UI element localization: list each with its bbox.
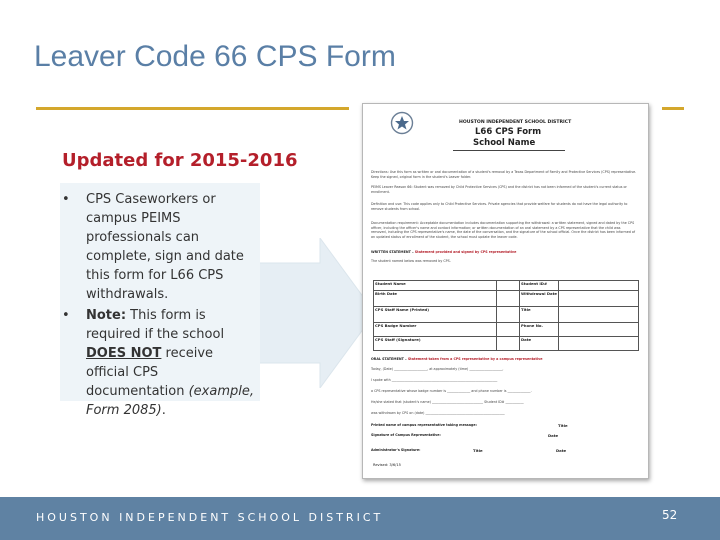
district-seal-icon — [389, 111, 415, 135]
sig-date: Date — [548, 433, 559, 438]
table-cell: Birth Date — [374, 291, 497, 307]
written-table — [373, 280, 639, 351]
form-district: HOUSTON INDEPENDENT SCHOOL DISTRICT — [459, 120, 572, 125]
sig-line: Signature of Campus Representative: — [371, 433, 441, 437]
table-row — [374, 291, 639, 307]
table-cell-blank — [559, 323, 639, 337]
arrow-right-icon — [255, 238, 375, 388]
table-cell: Student Name — [374, 281, 497, 291]
page-title: Leaver Code 66 CPS Form — [34, 40, 396, 73]
form-image — [362, 103, 649, 479]
footer-district: HOUSTON INDEPENDENT SCHOOL DISTRICT — [36, 511, 384, 524]
sig-title: Title — [558, 423, 568, 428]
table-cell-blank — [559, 281, 639, 291]
form-peims: PEIMS Leaver Reason 66: Student was removed by Child Protective Services (CPS) and the district has not been informed of the student's current status or enrollment. — [371, 185, 627, 194]
form-title: L66 CPS Form — [475, 127, 542, 137]
form-revised: Revised: 3/6/15 — [373, 463, 401, 467]
form-definition: Definition and use: This code applies only to Child Protective Services. Private agencies that provide welfare for students do not have the legal authority to remove students from school. — [371, 202, 628, 211]
note-text: This form is required if the school — [86, 308, 225, 342]
table-cell: Student ID# — [520, 281, 559, 291]
bullet-list — [62, 190, 258, 420]
table-row — [374, 337, 639, 351]
oral-line: was withdrawn by CPS on (date) ________________________________________________ — [371, 411, 505, 415]
bullet-item: • CPS Caseworkers or campus PEIMS professionals can complete, sign and date this form for L66 CPS withdrawals. — [62, 192, 244, 302]
title-divider-left — [36, 107, 349, 110]
table-cell-blank — [559, 291, 639, 307]
oral-line: a CPS representative whose badge number is ______________ and phone number is ______________. — [371, 389, 532, 393]
oral-heading: ORAL STATEMENT – Statement taken from a CPS representative by a campus representative — [371, 357, 543, 361]
bullet-item: • Note: This form is required if the school DOES NOT receive official CPS documentation (example, Form 2085). — [62, 308, 254, 418]
sig-line: Printed name of campus representative taking message: — [371, 423, 477, 427]
footer-bar — [0, 497, 720, 540]
sig-date: Date — [556, 448, 567, 453]
table-cell: CPS Staff (Signature) — [374, 337, 497, 351]
table-cell-blank — [559, 307, 639, 323]
table-cell-blank — [497, 307, 520, 323]
table-cell: Phone No. — [520, 323, 559, 337]
form-documentation: Documentation requirement: Acceptable documentation includes documentation supporting the withdrawal: a written statement, signed and dated by the CPS officer, including the officer's name and contact information; or written documentation of an oral statement by a CPS representative that the child was removed, including the CPS representative's name, the date of the conversation, and the signature of the school official. Once the district has been informed of an updated status of enrollment of the student, the school must update the leaver code. — [371, 221, 636, 239]
table-row — [374, 307, 639, 323]
form-directions: Directions: Use this form as written or oral documentation of a student's removal by a Texas Department of Family and Protective Services (CPS) representative. Keep the signed, original form in the student's Leaver folder. — [371, 170, 637, 179]
table-cell-blank — [497, 323, 520, 337]
table-row — [374, 281, 639, 291]
oral-heading-sub: Statement taken from a CPS representative by a campus representative — [407, 357, 543, 361]
written-heading-sub: Statement provided and signed by CPS representative — [414, 250, 517, 254]
table-cell-blank — [497, 291, 520, 307]
oral-line: I spoke with ________________________________________________________________ — [371, 378, 498, 382]
oral-line: Today, (Date) ____________________, at approximately (time) ____________________, — [371, 367, 504, 371]
table-cell: CPS Staff Name (Printed) — [374, 307, 497, 323]
title-divider-right — [662, 107, 684, 110]
oral-line: He/she stated that (student's name) _______________________________ Student ID# ___________ — [371, 400, 524, 404]
table-cell: Withdrawal Date — [520, 291, 559, 307]
page-number: 52 — [662, 508, 678, 522]
oral-heading-label: ORAL STATEMENT — [371, 357, 404, 361]
sig-title: Title — [473, 448, 483, 453]
note-label: Note: — [86, 308, 127, 323]
table-cell: Date — [520, 337, 559, 351]
written-heading-label: WRITTEN STATEMENT — [371, 250, 411, 254]
note-period: . — [161, 403, 166, 418]
note-text: receive official CPS documentation — [86, 346, 214, 399]
note-emphasis: DOES NOT — [86, 346, 162, 361]
sig-line: Administrator's Signature: — [371, 448, 421, 452]
table-cell: CPS Badge Number — [374, 323, 497, 337]
form-school: School Name — [473, 138, 536, 148]
bullet-text: CPS Caseworkers or campus PEIMS professionals can complete, sign and date this form for L66 CPS withdrawals. — [86, 192, 244, 302]
subtitle: Updated for 2015-2016 — [62, 150, 298, 171]
table-cell-blank — [497, 337, 520, 351]
table-cell-blank — [559, 337, 639, 351]
form-rule — [453, 150, 565, 151]
table-row — [374, 323, 639, 337]
written-heading: WRITTEN STATEMENT – Statement provided and signed by CPS representative — [371, 250, 517, 254]
table-cell: Title — [520, 307, 559, 323]
note-example: (example, Form 2085) — [86, 384, 254, 418]
table-cell-blank — [497, 281, 520, 291]
written-line: The student named below was removed by CPS. — [371, 259, 451, 263]
